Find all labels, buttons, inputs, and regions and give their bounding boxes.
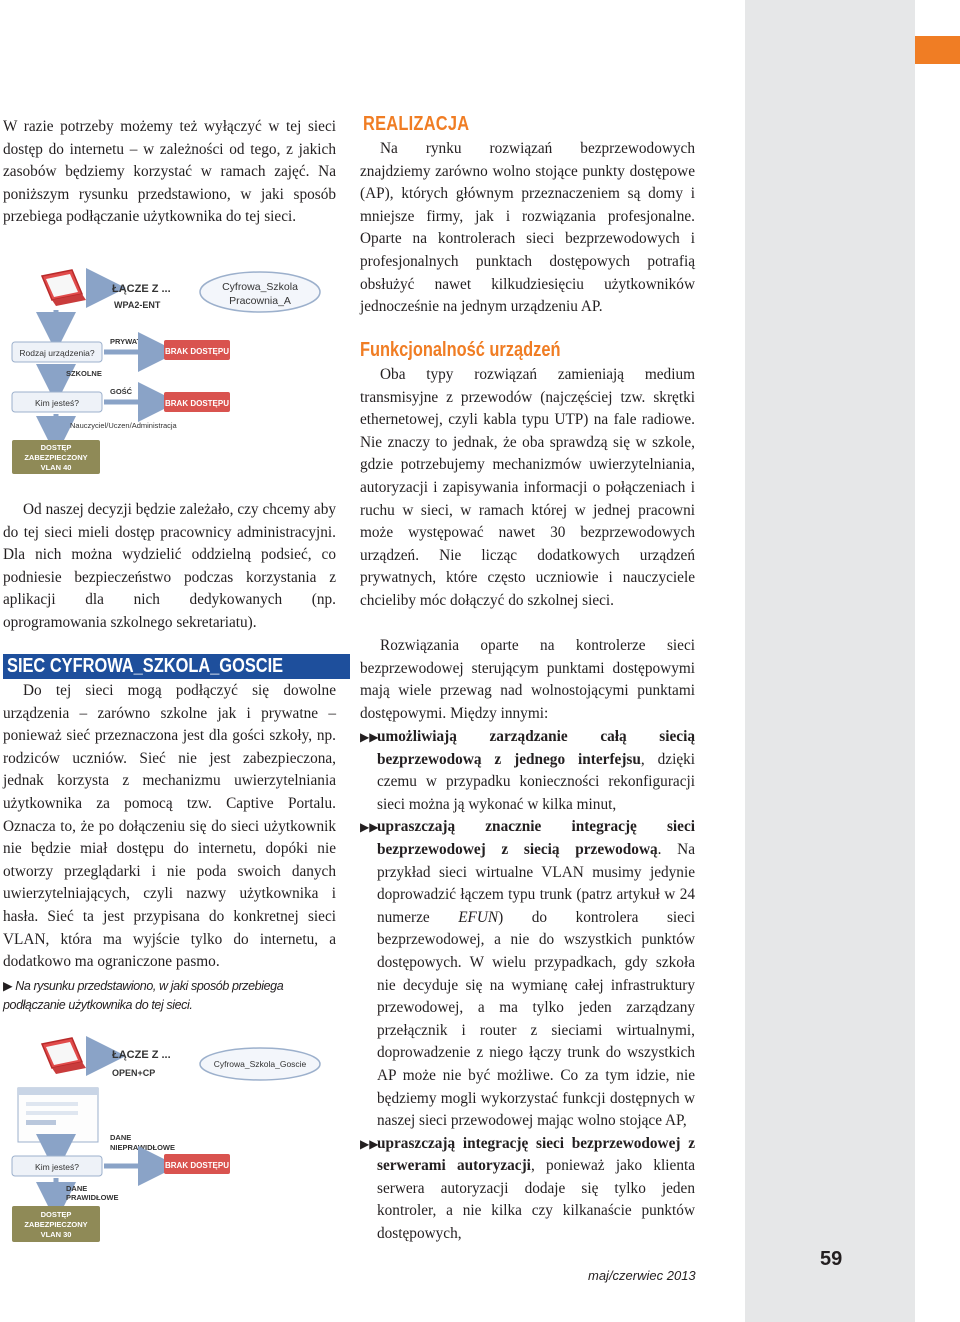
issue-date: maj/czerwiec 2013 <box>588 1268 696 1283</box>
laptop-icon <box>42 270 86 306</box>
private-label: PRYWATNE <box>110 337 152 346</box>
double-arrow-icon: ▶▶ <box>360 1136 379 1151</box>
device-question: Rodzaj urządzenia? <box>19 348 95 358</box>
right-paragraph-1: Na rynku rozwiązań bezprzewodowych znajdziemy zarówno wolno stojące punkty dostępowe (AP), których głównym przeznaczeniem są domy i mniejsze firmy, jak i rozwiązania profesjonalne. Oparte na kontrolerach sieci bezprzewodowych i profesjonalnych punktach dostępowych potrafią obsłużyć nawet kilkudziesięciu użytkowników jednocześnie na jednym urządzeniu AP. <box>360 140 695 316</box>
list-item: ▶▶ umożliwiają zarządzanie całą siecią bezprzewodową z jednego interfejsu, dzięki czemu w przypadku konieczności rekonfiguracji sieci można ją wykonać w kilka minut, <box>360 728 696 813</box>
section-heading-funkcjonalnosc: Funkcjonalność urządzeń <box>360 339 561 361</box>
security-label: WPA2-ENT <box>114 300 161 310</box>
no-access-label-2: BRAK DOSTĘPU <box>164 399 230 408</box>
list-item: ▶▶ upraszczają integrację sieci bezprzewodowej z serwerami autoryzacji, ponieważ jako klienta serwera autoryzacji dodaje się tylko jeden kontroler, a nie kilka czy kilkanaście punktów dostępowych, <box>360 1134 696 1243</box>
roles-label: Nauczyciel/Uczen/Administracja <box>70 421 177 430</box>
wrong-data-line-1: DANE <box>110 1133 132 1142</box>
right-paragraph-3: Rozwiązania oparte na kontrolerze sieci bezprzewodowej sterującym punktami dostępowymi mają wiele przewag nad wolnostojącymi punktami dostępowymi. Między innymi: <box>360 637 695 722</box>
correct-data-line-1: DANE <box>66 1184 88 1193</box>
section-heading-realizacja: REALIZACJA <box>363 113 470 135</box>
no-access-label-1: BRAK DOSTĘPU <box>164 347 230 356</box>
section-tab-marker <box>915 36 960 64</box>
list-item: ▶▶ upraszczają znacznie integrację sieci bezprzewodowej z siecią przewodową. Na przykład sieci wirtualne VLAN musimy jedynie doprowadzić łączem typu trunk (patrz artykuł w 24 numerze EFUN) do kontrolera sieci bezprzewodowej, a nie do wszystkich punktów dostępowych. W wielu przypadkach, gdy szkoła nie decyduje się na wymianę całej infrastruktury przewodowej, a ma tylko jeden zarządzany przełącznik i router z sieciami wirtualnymi, doprowadzenie z niego łączy trunk do wszystkich AP może nie być możliwe. Co za tym idzie, nie będziemy mogli wykorzystać funkcji dostępnych w naszej sieci przewodowej mając wolno stojące AP, <box>360 818 695 1130</box>
guest-label: GOŚĆ <box>110 387 133 396</box>
connect-label: ŁĄCZE Z ... <box>112 283 171 295</box>
double-arrow-icon: ▶▶ <box>360 820 379 835</box>
double-arrow-icon: ▶▶ <box>360 730 379 744</box>
advantages-list <box>360 726 695 1246</box>
access-line-2: ZABEZPIECZONY <box>24 1220 88 1229</box>
page-number: 59 <box>820 1248 843 1270</box>
left-paragraph-2: Od naszej decyzji będzie zależało, czy chcemy aby do tej sieci mieli dostęp pracownicy administracyjni. Dla nich można wydzielić oddzielną podsieć, co podniesie bezpieczeństwo podczas korzystania z aplikacji dla nich dedykowanych (np. oprogramowania szkolnego sekretariatu). <box>3 501 336 631</box>
figure-caption: ▶ Na rysunku przedstawiono, w jaki sposób przebiega podłączanie użytkownika do tej sieci. <box>3 979 284 1012</box>
school-label: SZKOLNE <box>66 369 102 378</box>
security-label: OPEN+CP <box>112 1068 156 1078</box>
left-paragraph-3: Do tej sieci mogą podłączyć się dowolne urządzenia – zarówno szkolne jak i prywatne – ponieważ sieć przeznaczona jest dla gości szkoły, np. rodziców uczniów. Sieć nie jest zabezpieczona, jednak korzysta z mechanizmu uwierzytelniania użytkownika za pomocą tzw. Captive Portalu. Oznacza to, że po dołączeniu się do sieci użytkownik nie będzie miał dostępu do internetu, dopóki nie otworzy przeglądarki i nie poda swoich danych uwierzytelniających, czyli nazwy użytkownika i hasła. Sieć ta jest przypisana do konkretnej sieci VLAN, która ma wyjście tylko do internetu, a dodatkowo ma ograniczone pasmo. <box>3 682 336 971</box>
ssid-line-2: Pracownia_A <box>229 295 291 307</box>
wrong-data-line-2: NIEPRAWIDŁOWE <box>110 1143 175 1152</box>
laptop-icon <box>42 1038 86 1074</box>
connection-diagram-2 <box>10 1036 340 1246</box>
access-line-2: ZABEZPIECZONY <box>24 453 88 462</box>
captive-portal-window <box>18 1088 98 1142</box>
connection-diagram-1 <box>10 268 340 478</box>
correct-data-line-2: PRAWIDŁOWE <box>66 1193 119 1202</box>
section-heading-guest-network: SIEC CYFROWA_SZKOLA_GOSCIE <box>3 654 350 679</box>
ssid-label: Cyfrowa_Szkola_Goscie <box>213 1059 307 1069</box>
access-line-1: DOSTĘP <box>40 1210 72 1219</box>
access-line-3: VLAN 40 <box>40 463 72 472</box>
access-line-3: VLAN 30 <box>40 1230 72 1239</box>
who-question: Kim jesteś? <box>35 1162 79 1172</box>
left-paragraph-1: W razie potrzeby możemy też wyłączyć w tej sieci dostęp do internetu – w zależności od tego, z jakich zasobów będziemy korzystać w ramach zajęć. Na poniższym rysunku przedstawiono, w jaki sposób przebiega podłączanie użytkownika do tej sieci. <box>3 118 336 226</box>
access-line-1: DOSTĘP <box>40 443 72 452</box>
connect-label: ŁĄCZE Z ... <box>112 1049 171 1061</box>
caption-arrow-icon: ▶ <box>3 979 13 993</box>
no-access-label: BRAK DOSTĘPU <box>164 1161 230 1170</box>
ssid-line-1: Cyfrowa_Szkola <box>222 281 298 293</box>
who-question: Kim jesteś? <box>35 398 79 408</box>
page-sidebar-band <box>745 0 915 1322</box>
right-paragraph-2: Oba typy rozwiązań zamieniają medium transmisyjne z przewodów (najczęściej tzw. skrętki ethernetowej, czyli kabla typu UTP) na fale radiowe. Nie znaczy to jednak, że oba sprawdzą się w szkole, gdzie potrzebujemy mechanizmów uwierzytelniania, autoryzacji i zapisywania informacji o połączeniach i ruchu w sieci, w ramach której w jednej pracowni może występować nawet 30 bezprzewodowych urządzeń. Nie licząc dodatkowych urządzeń prywatnych, które często uczniowie i nauczyciele chcieliby móc dołączyć do szkolnej sieci. <box>360 366 695 609</box>
